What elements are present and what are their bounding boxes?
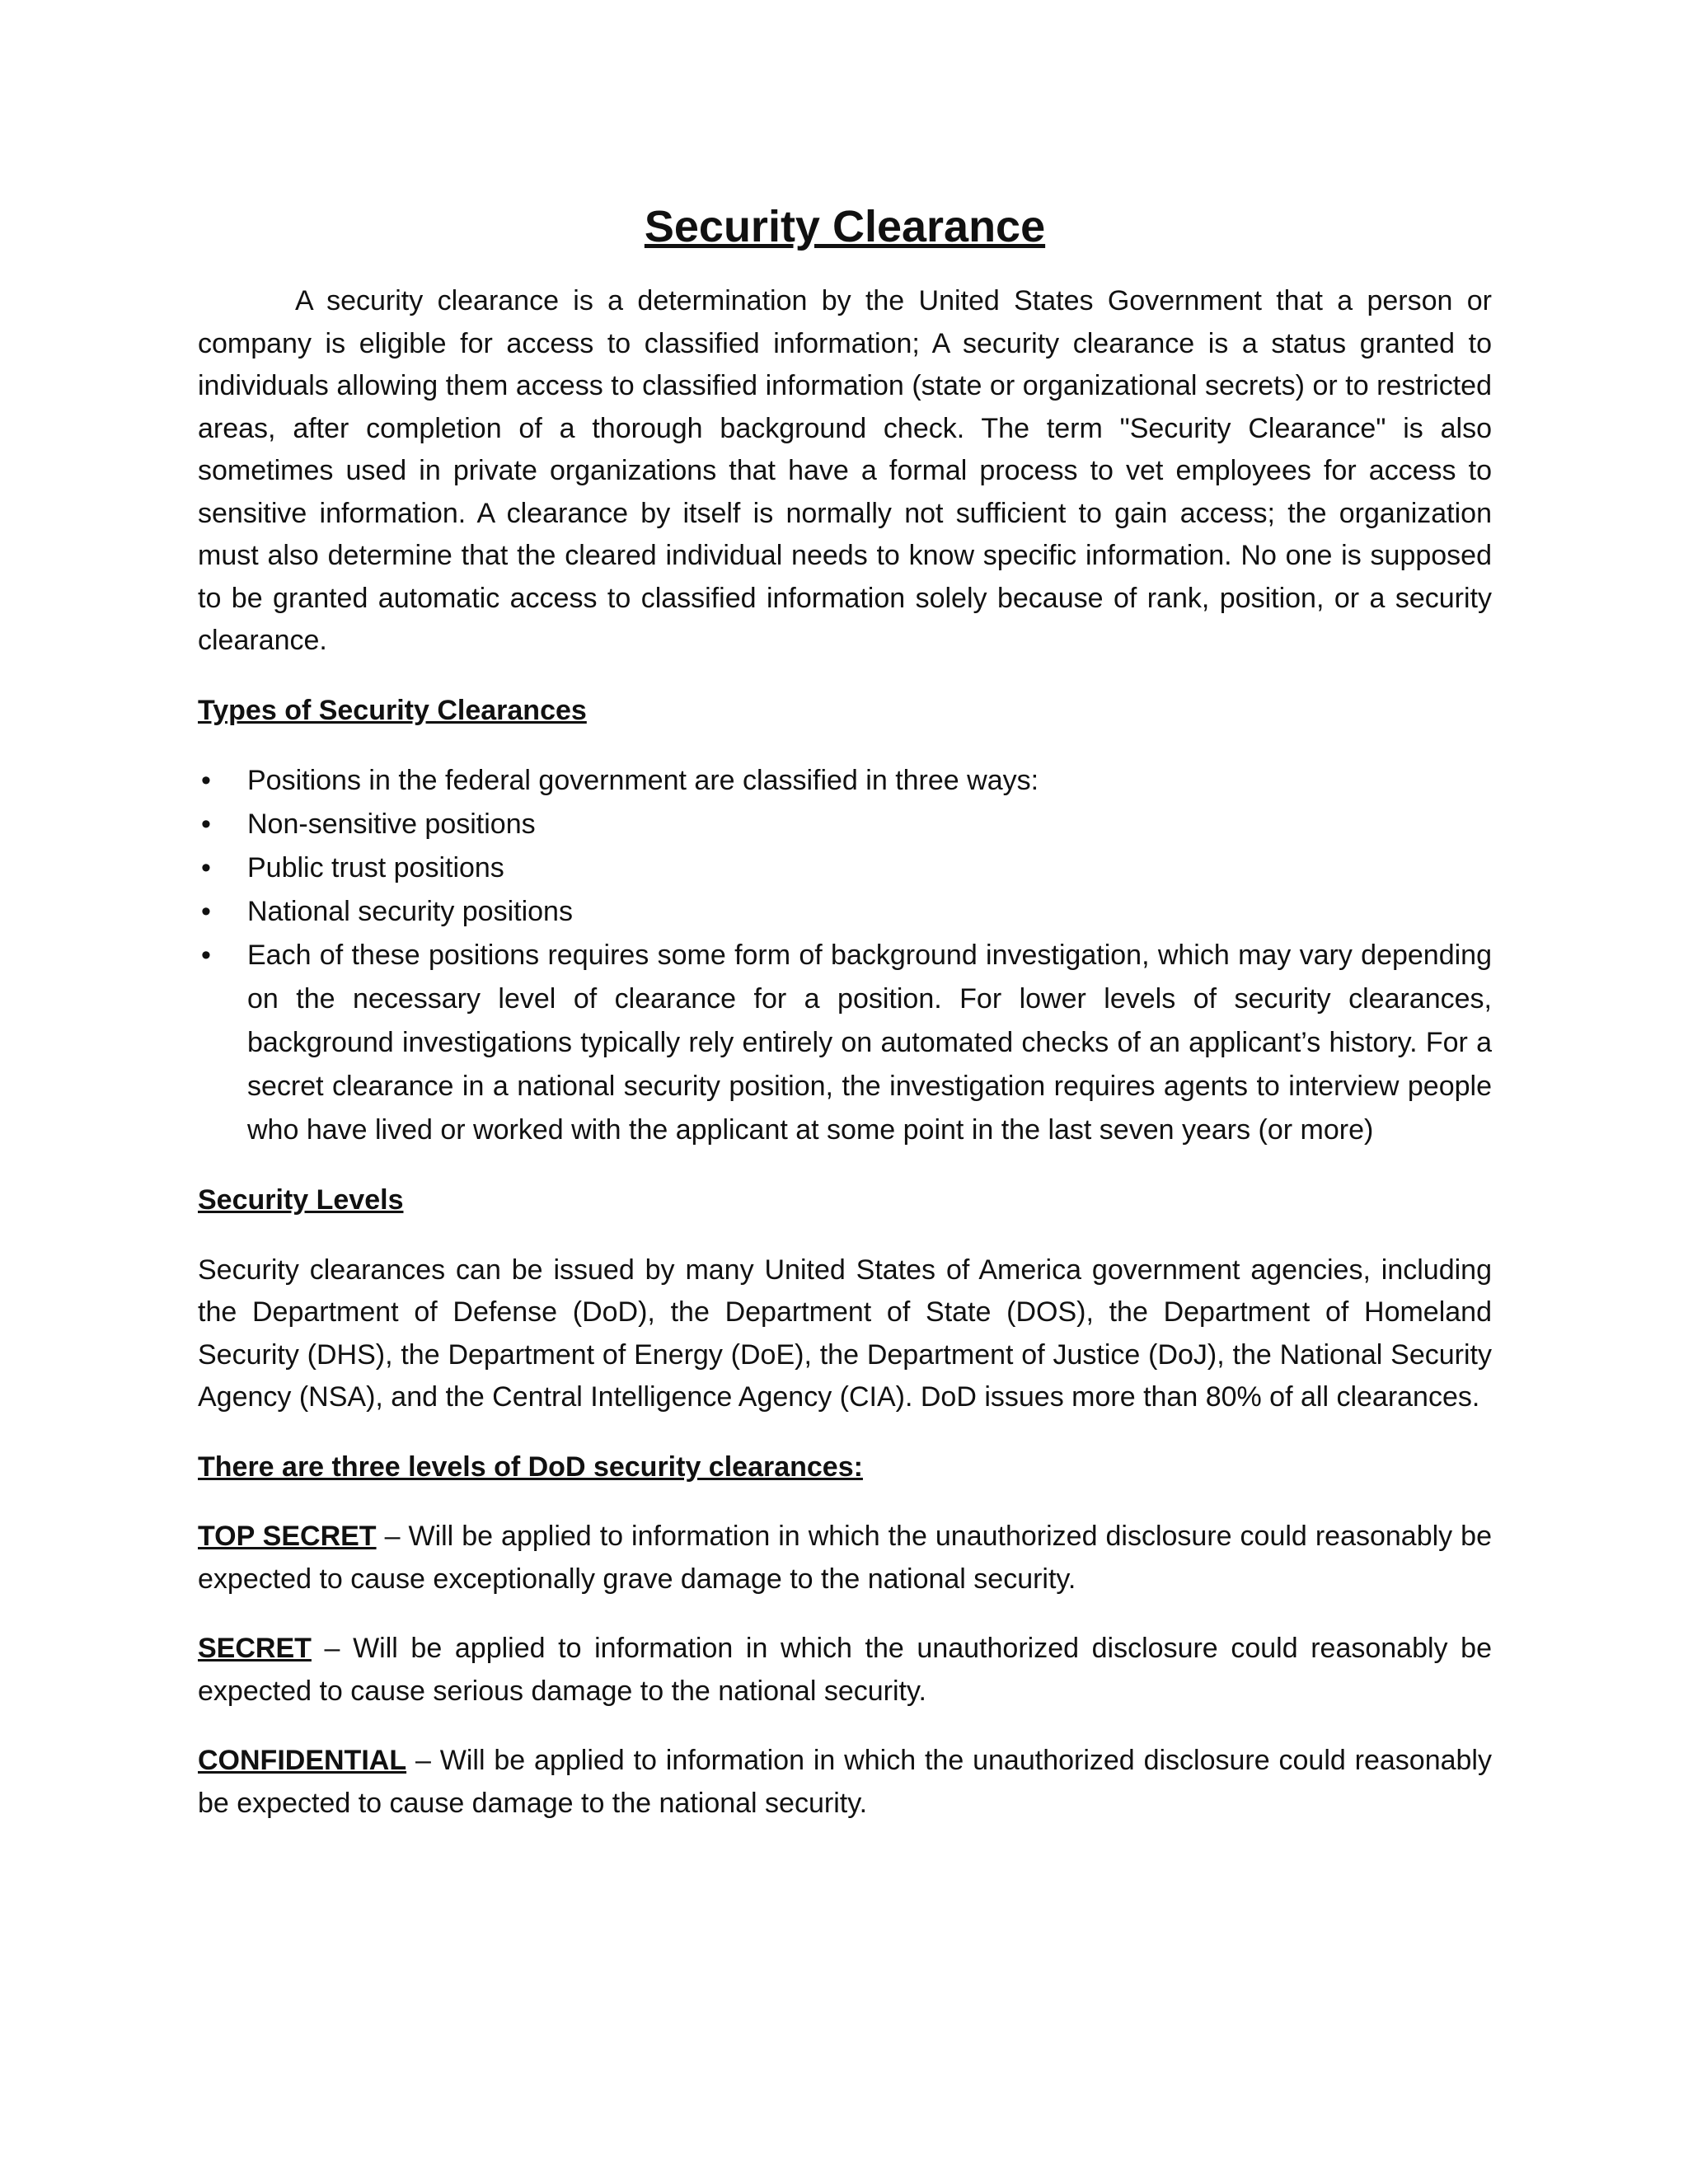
level-term: SECRET: [198, 1633, 312, 1664]
intro-paragraph: A security clearance is a determination by the United States Government that a person or company is eligible for access to classified information; A security clearance is a status granted to individuals allowing them access to classified information (state or organizational secrets) or to restricted areas, after completion of a thorough background check. The term "Security Clearance" is also sometimes used in private organizations that have a formal process to vet employees for access to sensitive information. A clearance by itself is normally not sufficient to gain access; the organization must also determine that the cleared individual needs to know specific information. No one is supposed to be granted automatic access to classified information solely because of rank, position, or a security clearance.: [198, 285, 1492, 656]
level-top-secret: [198, 1516, 1492, 1601]
list-item-text: Non-sensitive positions: [247, 808, 536, 840]
list-item-text: Public trust positions: [247, 852, 504, 883]
level-confidential: [198, 1740, 1492, 1825]
bullet-icon: •: [201, 808, 211, 840]
level-description: – Will be applied to information in which the unauthorized disclosure could reasonably be expected to cause damage to the national security.: [198, 1745, 1492, 1819]
list-item: [198, 759, 1492, 803]
level-description: – Will be applied to information in which the unauthorized disclosure could reasonably be expected to cause serious damage to the national security.: [198, 1633, 1492, 1707]
list-item: [198, 890, 1492, 934]
levels-heading: Security Levels: [198, 1184, 404, 1216]
levels-intro-paragraph: Security clearances can be issued by many United States of America government agencies, including the Department of Defense (DoD), the Department of State (DOS), the Department of Homeland Security (DHS), the Department of Energy (DoE), the Department of Justice (DoJ), the National Security Agency (NSA), and the Central Intelligence Agency (CIA). DoD issues more than 80% of all clearances.: [198, 1254, 1492, 1413]
list-item-text: Positions in the federal government are classified in three ways:: [247, 765, 1039, 796]
list-item: [198, 846, 1492, 890]
list-item-text: National security positions: [247, 896, 573, 927]
dod-levels-heading: There are three levels of DoD security clearances:: [198, 1451, 863, 1483]
document-page: [198, 198, 1492, 1852]
level-description: – Will be applied to information in which the unauthorized disclosure could reasonably be expected to cause exceptionally grave damage to the national security.: [198, 1521, 1492, 1595]
bullet-icon: •: [201, 940, 211, 971]
bullet-icon: •: [201, 852, 211, 883]
bullet-icon: •: [201, 896, 211, 927]
list-item-text: Each of these positions requires some form of background investigation, which may vary depending on the necessary level of clearance for a position. For lower levels of security clearances, background investigations typically rely entirely on automated checks of an applicant’s history. For a secret clearance in a national security position, the investigation requires agents to interview people who have lived or worked with the applicant at some point in the last seven years (or more): [247, 940, 1492, 1146]
types-list: [198, 759, 1492, 1152]
level-term: CONFIDENTIAL: [198, 1745, 407, 1776]
types-heading: Types of Security Clearances: [198, 694, 587, 726]
list-item: [198, 803, 1492, 846]
list-item: [198, 934, 1492, 1152]
document-title: Security Clearance: [644, 202, 1046, 251]
level-term: TOP SECRET: [198, 1521, 377, 1552]
bullet-icon: •: [201, 765, 211, 796]
level-secret: [198, 1628, 1492, 1713]
